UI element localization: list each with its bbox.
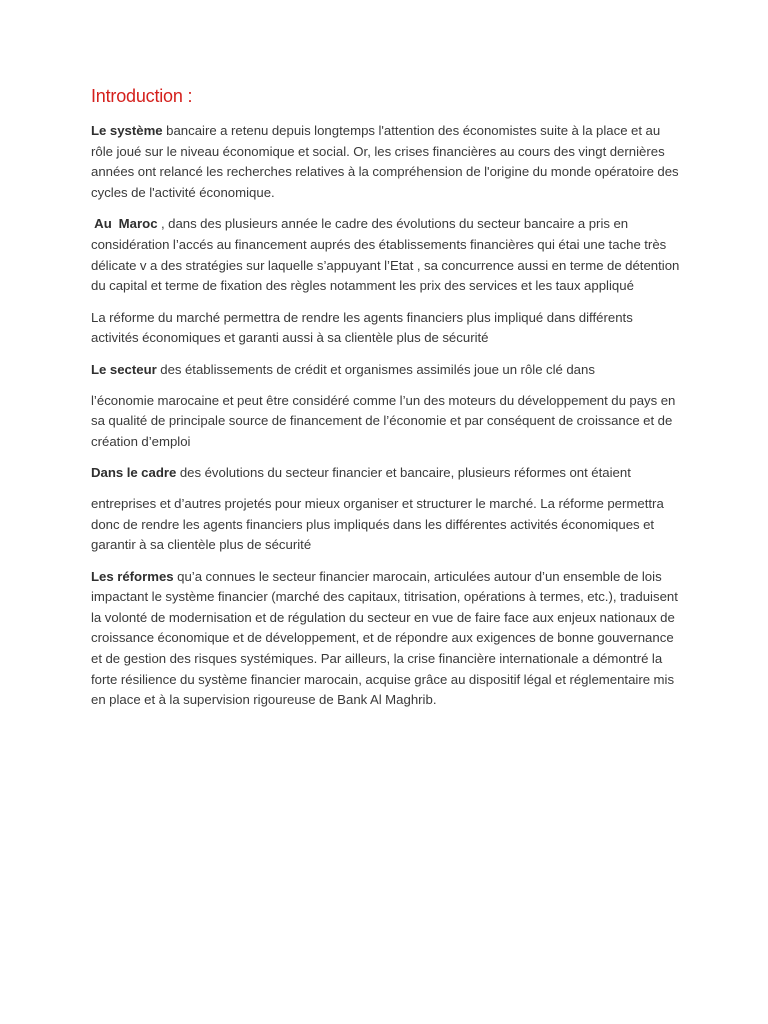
document-page (91, 86, 681, 722)
paragraph (91, 360, 681, 381)
paragraph-text: La réforme du marché permettra de rendre les agents financiers plus impliqué dans différents activités économiques et garanti aussi à sa clientèle plus de sécurité (91, 309, 633, 346)
paragraph-text: entreprises et d’autres projetés pour mieux organiser et structurer le marché. La réforme permettra donc de rendre les agents financiers plus impliqués dans les différentes activités économiques et garantir à sa clientèle plus de sécurité (91, 495, 664, 553)
paragraph-lead: Dans le cadre (91, 465, 177, 481)
paragraph (91, 567, 681, 711)
paragraph-text: bancaire a retenu depuis longtemps l'attention des économistes suite à la place et au rôle joué sur le niveau économique et social. Or, les crises financières au cours des vingt dernières années ont relancé les recherches relatives à la compréhension de l'origine du monde opératoire des cycles de l'activité économique. (91, 123, 679, 200)
paragraph (91, 308, 681, 349)
paragraph-lead: Le système (91, 123, 163, 138)
paragraph-text: l’économie marocaine et peut être considéré comme l’un des moteurs du développement du pays en sa qualité de principale source de financement de l’économie et par conséquent de croissance et de création d’emploi (91, 392, 676, 449)
paragraph (91, 121, 681, 203)
paragraph-lead: Les réformes (91, 568, 174, 584)
paragraph-lead: Le secteur (91, 361, 157, 377)
paragraph (91, 214, 681, 296)
paragraph-text: des évolutions du secteur financier et bancaire, plusieurs réformes ont étaient (176, 465, 631, 481)
paragraph-text: qu’a connues le secteur financier marocain, articulées autour d’un ensemble de lois impactant le système financier (marché des capitaux, titrisation, opérations à termes, etc.), traduisent la volonté de modernisation et de régulation du secteur en vue de faire face aux enjeux nationaux de croissance économique et de développement, et de répondre aux exigences de bonne gouvernance et de gestion des risques systémiques. Par ailleurs, la crise financière internationale a démontré la forte résilience du système financier marocain, acquise grâce au dispositif légal et réglementaire mis en place et à la supervision rigoureuse de Bank Al Maghrib. (91, 568, 678, 708)
paragraph (91, 463, 681, 484)
paragraph-text: , dans des plusieurs année le cadre des évolutions du secteur bancaire a pris en considération l’accés au financement auprés des établissements financières qui étai une tache très délicate v a des stratégies sur laquelle s’appuyant l’Etat , sa concurrence aussi en terme de détention du capital et terme de fixation des règles notamment les prix des services et les taux appliqué (91, 216, 680, 294)
paragraph-lead: Au Maroc (91, 216, 158, 232)
document-heading: Introduction : (91, 86, 193, 106)
paragraph (91, 494, 681, 556)
paragraph-text: des établissements de crédit et organismes assimilés joue un rôle clé dans (156, 361, 595, 377)
paragraph (91, 391, 681, 453)
